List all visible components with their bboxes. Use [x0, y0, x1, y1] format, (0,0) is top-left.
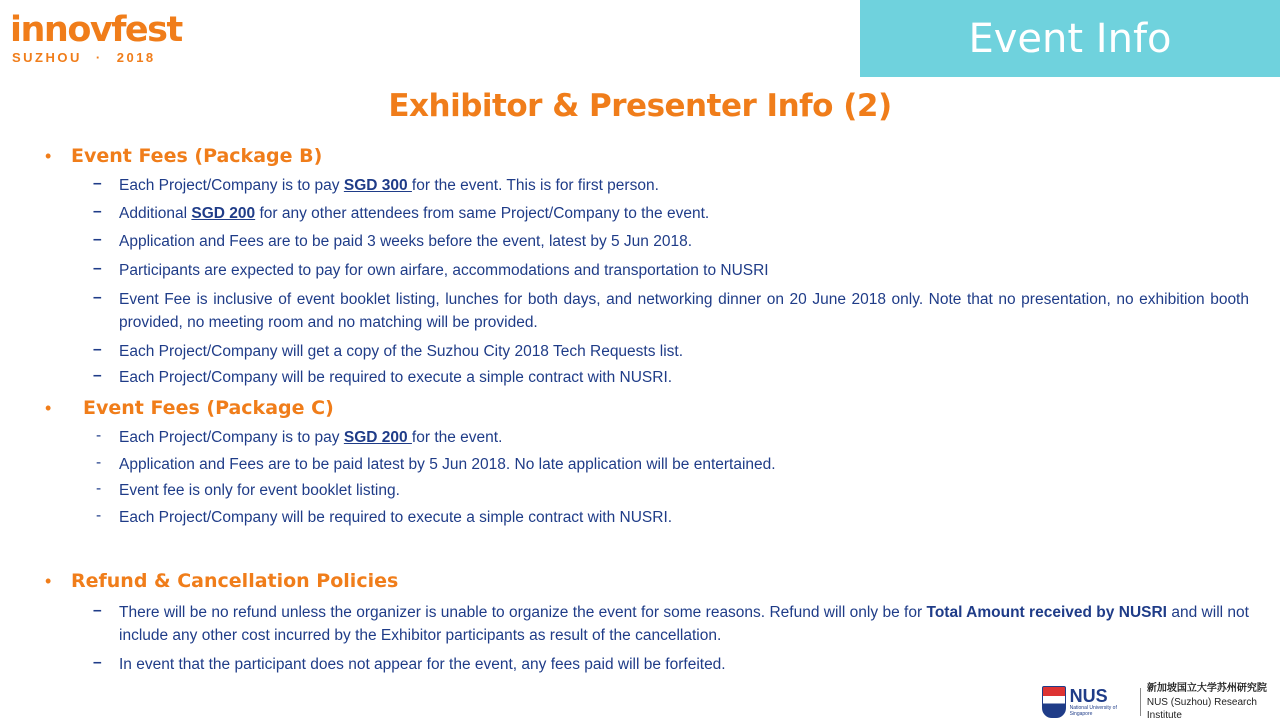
logo-divider: [1140, 688, 1141, 716]
bullet-icon: •: [45, 398, 52, 418]
logo-subline: [10, 50, 170, 65]
list-item: Participants are expected to pay for own airfare, accommodations and transportation to NUSRI: [119, 262, 769, 279]
logo-separator: ·: [95, 50, 103, 65]
innovfest-logo: [10, 10, 182, 65]
item-text: and will not include any other cost incurred by the Exhibitor participants as result of the cancellation.: [119, 604, 1249, 644]
list-item: [119, 202, 1249, 225]
hyphen-icon: -: [96, 507, 102, 524]
nus-suzhou-logo: [1042, 684, 1280, 720]
item-text: Each Project/Company is to pay: [119, 429, 344, 446]
list-item: [119, 174, 1249, 197]
event-info-banner: [860, 0, 1280, 77]
logo-year: 2018: [116, 50, 156, 65]
item-text: for the event. This is for first person.: [411, 177, 659, 194]
hyphen-icon: -: [96, 454, 102, 471]
logo-wordmark: innovfest: [10, 10, 182, 50]
list-item: Application and Fees are to be paid latest by 5 Jun 2018. No late application will be entertained.: [119, 456, 776, 473]
list-item: Each Project/Company will be required to execute a simple contract with NUSRI.: [119, 369, 673, 386]
hyphen-icon: -: [96, 480, 102, 497]
bullet-icon: •: [45, 571, 52, 591]
list-item: Each Project/Company will get a copy of the Suzhou City 2018 Tech Requests list.: [119, 343, 684, 360]
emphasis-text: Total Amount received by NUSRI: [926, 604, 1167, 621]
list-item: Each Project/Company will be required to execute a simple contract with NUSRI.: [119, 509, 673, 526]
institute-name: [1147, 682, 1280, 722]
dash-icon: –: [93, 367, 102, 384]
section-heading-package-c: Event Fees (Package C): [83, 397, 334, 419]
list-item: Event fee is only for event booklet listing.: [119, 482, 400, 499]
list-item: Event Fee is inclusive of event booklet listing, lunches for both days, and networking dinner on 20 June 2018 only. Note that no presentation, no exhibition booth provided, no meeting room and no matching will be provided.: [119, 291, 1249, 331]
institute-name-en: NUS (Suzhou) Research Institute: [1146, 697, 1257, 721]
item-text: for the event.: [411, 429, 503, 446]
dash-icon: –: [93, 341, 102, 358]
nus-text: NUS: [1069, 686, 1108, 706]
logo-city: SUZHOU: [12, 50, 82, 65]
dash-icon: –: [93, 231, 102, 248]
nus-wordmark: [1070, 687, 1134, 717]
item-text: for any other attendees from same Project/Company to the event.: [255, 205, 710, 222]
item-text: There will be no refund unless the organizer is unable to organize the event for some reasons. Refund will only be for: [119, 604, 927, 621]
nus-crest-icon: [1042, 686, 1066, 718]
institute-name-cn: 新加坡国立大学苏州研究院: [1146, 683, 1267, 694]
list-item: [119, 426, 1249, 449]
section-heading-package-b: Event Fees (Package B): [71, 145, 323, 167]
dash-icon: –: [93, 260, 102, 277]
page-title: Exhibitor & Presenter Info (2): [388, 88, 892, 124]
bullet-icon: •: [45, 146, 52, 166]
fee-amount: SGD 200: [191, 205, 256, 222]
banner-title: Event Info: [968, 15, 1172, 62]
list-item: In event that the participant does not appear for the event, any fees paid will be forfeited.: [119, 656, 726, 673]
hyphen-icon: -: [96, 427, 102, 444]
dash-icon: –: [93, 654, 102, 671]
fee-amount: SGD 200: [343, 429, 412, 446]
section-heading-refund: Refund & Cancellation Policies: [71, 570, 399, 592]
dash-icon: –: [93, 602, 102, 619]
dash-icon: –: [93, 175, 102, 192]
item-text: Each Project/Company is to pay: [119, 177, 344, 194]
nus-fullname: National University of Singapore: [1069, 705, 1117, 717]
dash-icon: –: [93, 203, 102, 220]
dash-icon: –: [93, 289, 102, 306]
item-text: Additional: [119, 205, 192, 222]
fee-amount: SGD 300: [343, 177, 412, 194]
list-item: Application and Fees are to be paid 3 weeks before the event, latest by 5 Jun 2018.: [119, 233, 693, 250]
list-item: [119, 601, 1249, 647]
